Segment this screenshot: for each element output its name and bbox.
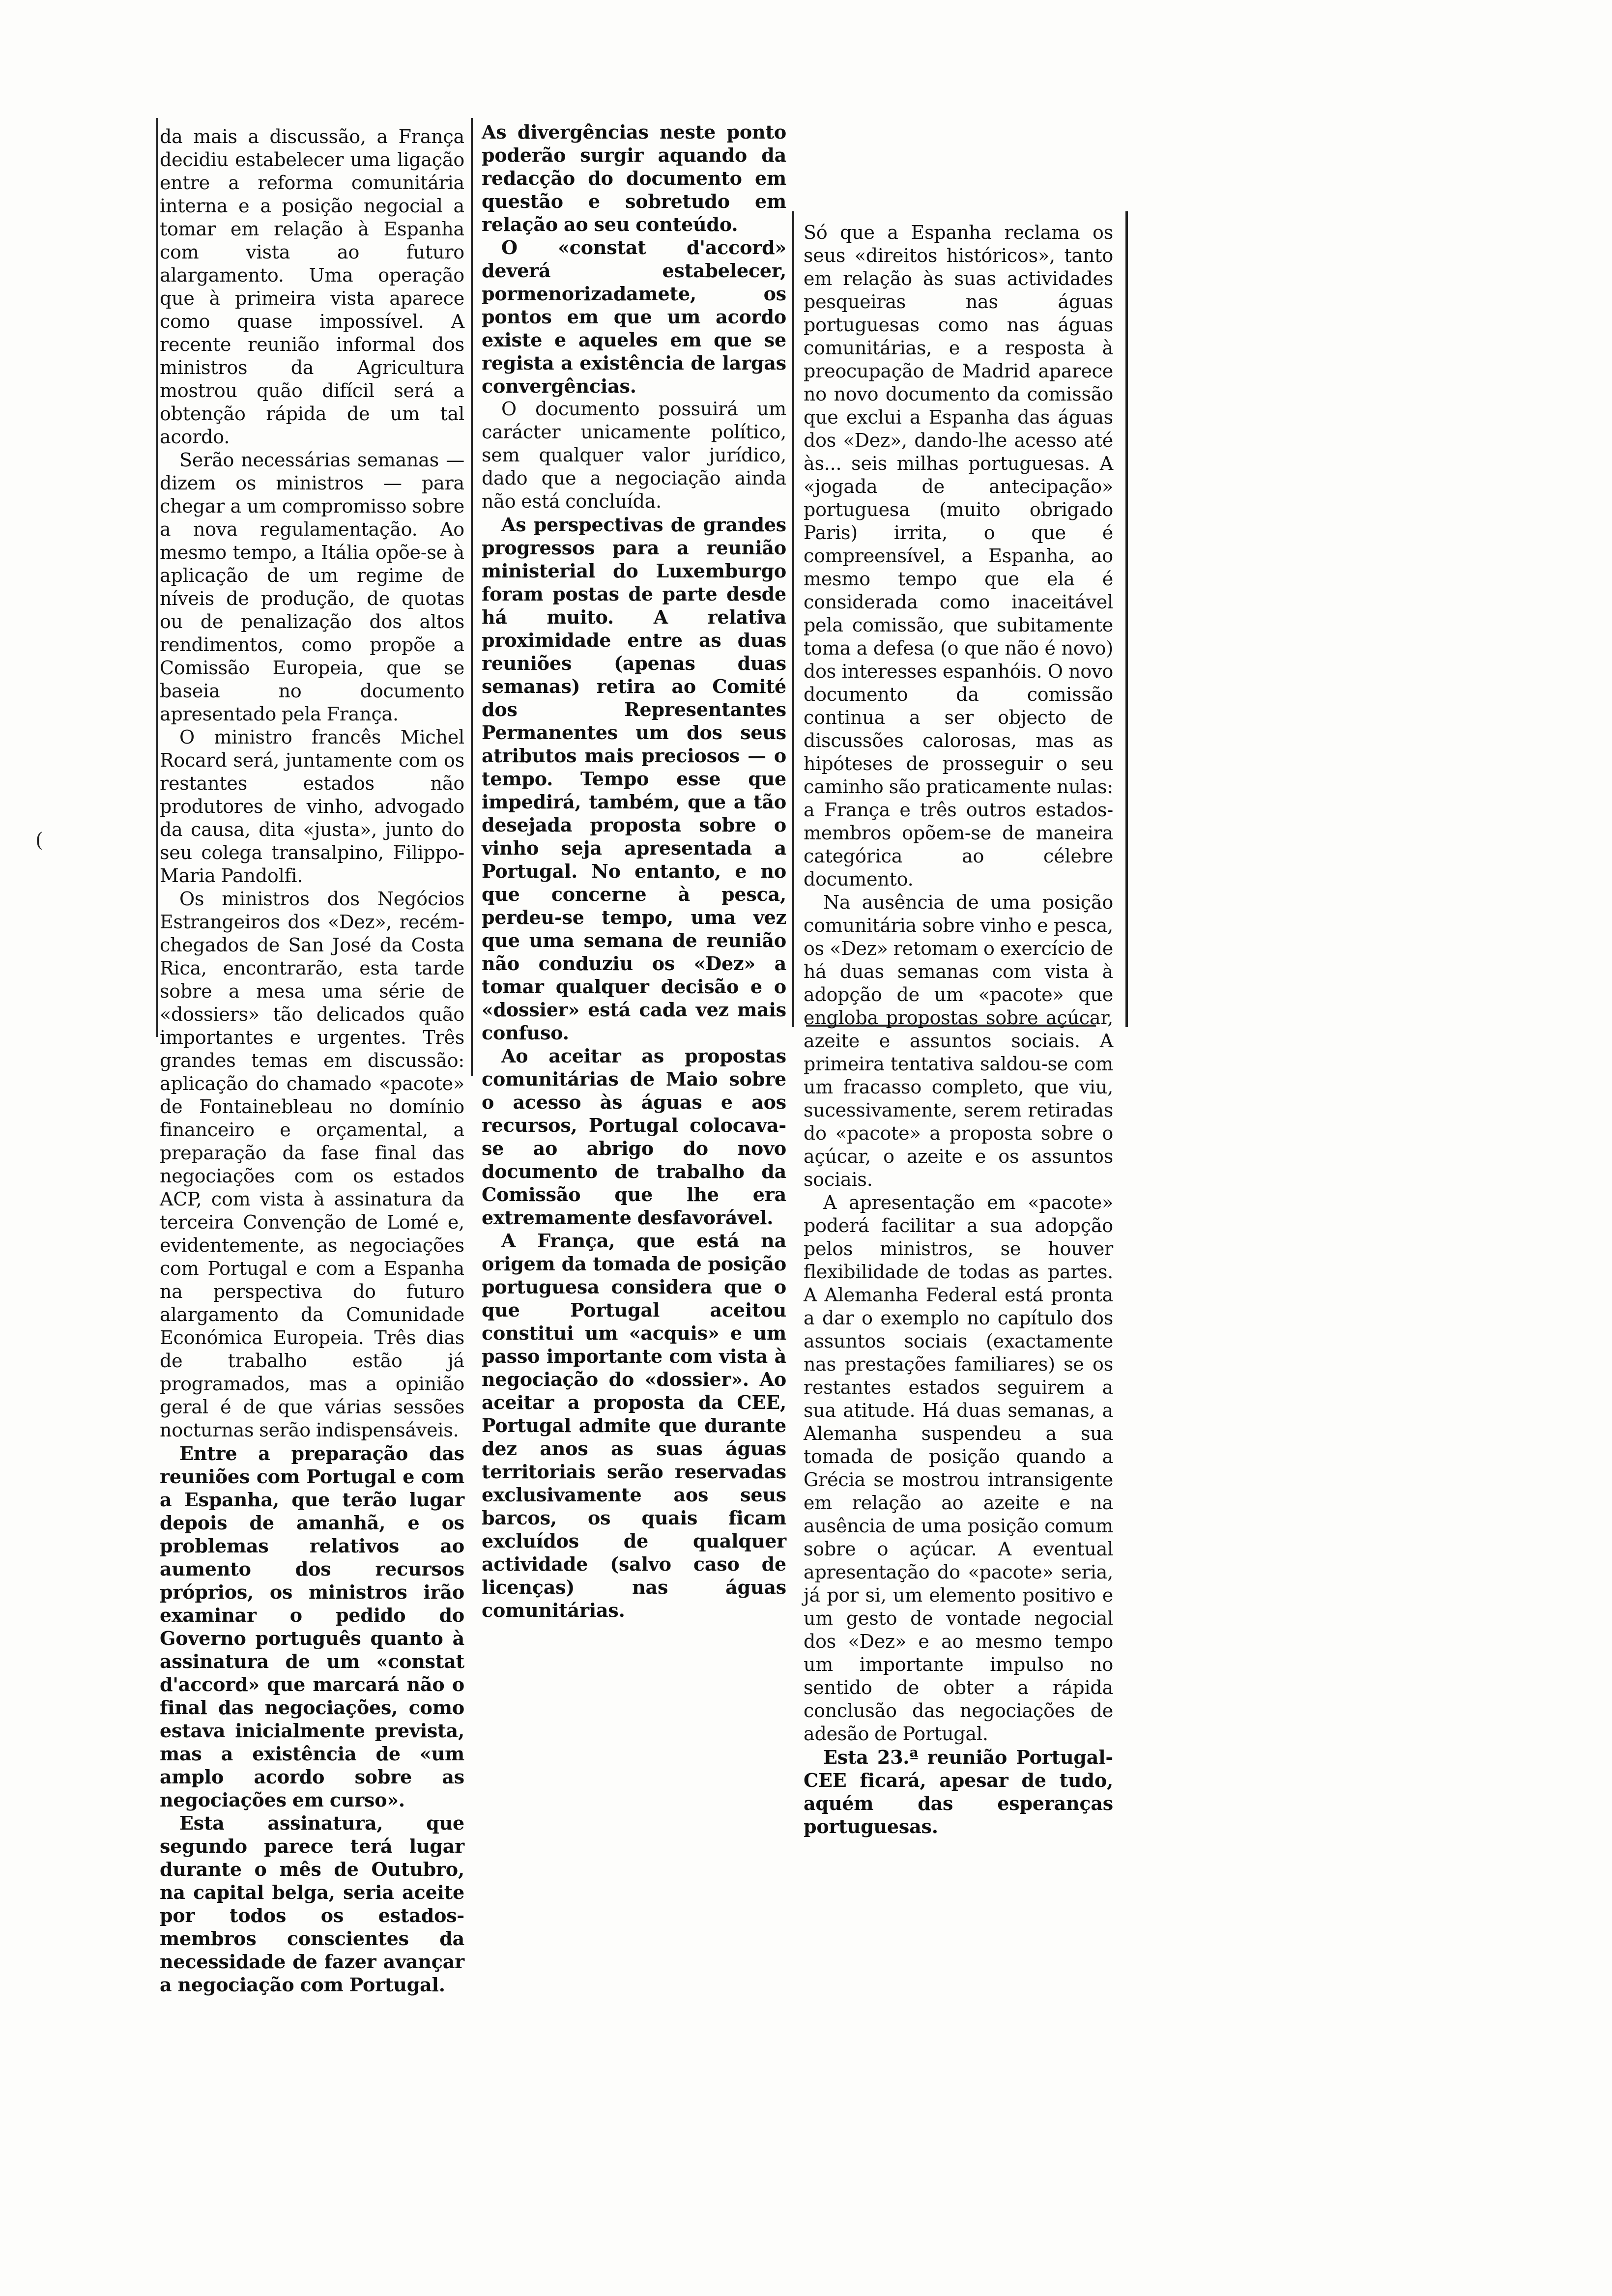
column-rule-middle — [471, 118, 473, 1076]
column-rule-right-outer — [1125, 211, 1128, 1027]
paragraph: As perspectivas de grandes progressos para a reunião ministerial do Luxemburgo foram postas de parte desde há muito. A relativa proximidade entre as duas reuniões (apenas duas semanas) retira ao Comité dos Representantes Permanentes um dos seus atributos mais preciosos — o tempo. Tempo esse que impedirá, também, que a tão desejada proposta sobre o vinho seja apresentada a Portugal. No entanto, e no que concerne à pesca, perdeu-se tempo, uma vez que uma semana de reunião não conduziu os «Dez» a tomar qualquer decisão e o «dossier» está cada vez mais confuso. — [482, 514, 786, 1044]
paragraph: Na ausência de uma posição comunitária sobre vinho e pesca, os «Dez» retomam o exercício de há duas semanas com vista à adopção de um «pacote» que engloba propostas sobre açúcar, azeite e assuntos sociais. A primeira tentativa saldou-se com um fracasso completo, que viu, sucessivamente, serem retiradas do «pacote» a proposta sobre o açúcar, o azeite e os assuntos sociais. — [804, 891, 1113, 1190]
paragraph: Só que a Espanha reclama os seus «direitos históricos», tanto em relação às suas actividades pesqueiras nas águas portuguesas como nas águas comunitárias, e a resposta à preocupação de Madrid aparece no novo documento da comissão que exclui a Espanha das águas dos «Dez», dando-lhe acesso até às... seis milhas portuguesas. A «jogada de antecipação» portuguesa (muito obrigado Paris) irrita, o que é compreensível, a Espanha, ao mesmo tempo que ela é considerada como inaceitável pela comissão, que subitamente toma a defesa (o que não é novo) dos interesses espanhóis. O novo documento da comissão continua a ser objecto de discussões calorosas, mas as hipóteses de prosseguir o seu caminho são praticamente nulas: a França e três outros estados-membros opõem-se de maneira categórica ao célebre documento. — [804, 222, 1113, 890]
paragraph: Entre a preparação das reuniões com Portugal e com a Espanha, que terão lugar depois de amanhã, e os problemas relativos ao aumento dos recursos próprios, os ministros irão examinar o pedido do Governo português quanto à assinatura de um «constat d'accord» que marcará não o final das negociações, como estava inicialmente prevista, mas a existência de «um amplo acordo sobre as negociações em curso». — [160, 1442, 464, 1811]
paragraph: Os ministros dos Negócios Estrangeiros dos «Dez», recém-chegados de San José da Costa Rica, encontrarão, esta tarde sobre a mesa uma série de «dossiers» tão delicados quão importantes e urgentes. Três grandes temas em discussão: aplicação do chamado «pacote» de Fontainebleau no domínio financeiro e orçamental, a preparação da fase final das negociações com os estados ACP, com vista à assinatura da terceira Convenção de Lomé e, evidentemente, as negociações com Portugal e com a Espanha na perspectiva do futuro alargamento da Comunidade Económica Europeia. Três dias de trabalho estão já programados, mas a opinião geral é de que várias sessões nocturnas serão indispensáveis. — [160, 888, 464, 1441]
article-column-2 — [482, 120, 786, 1622]
paragraph: As divergências neste ponto poderão surgir aquando da redacção do documento em questão e sobretudo em relação ao seu conteúdo. — [482, 121, 786, 235]
column-rule-left — [156, 118, 158, 1037]
paragraph: Esta 23.ª reunião Portugal-CEE ficará, apesar de tudo, aquém das esperanças portuguesas. — [804, 1746, 1113, 1837]
paragraph: Serão necessárias semanas — dizem os ministros — para chegar a um compromisso sobre a nova regulamentação. Ao mesmo tempo, a Itália opõe-se à aplicação de um regime de níveis de produção, de quotas ou de penalização dos altos rendimentos, como propõe a Comissão Europeia, que se baseia no documento apresentado pela França. — [160, 449, 464, 725]
paragraph: O «constat d'accord» deverá estabelecer, pormenorizadamete, os pontos em que um acordo existe e aqueles em que se regista a existência de largas convergências. — [482, 236, 786, 397]
paragraph: O documento possuirá um carácter unicamente político, sem qualquer valor jurídico, dado que a negociação ainda não está concluída. — [482, 398, 786, 512]
article-column-3 — [804, 221, 1113, 1838]
article-column-1 — [160, 125, 464, 1996]
margin-bracket-mark: ( — [35, 829, 43, 852]
paragraph: da mais a discussão, a França decidiu estabelecer uma ligação entre a reforma comunitária interna e a posição negocial a tomar em relação à Espanha com vista ao futuro alargamento. Uma operação que à primeira vista aparece como quase impossível. A recente reunião informal dos ministros da Agricultura mostrou quão difícil será a obtenção rápida de um tal acordo. — [160, 126, 464, 448]
paragraph: Ao aceitar as propostas comunitárias de Maio sobre o acesso às águas e aos recursos, Portugal colocava-se ao abrigo do novo documento de trabalho da Comissão que lhe era extremamente desfavorável. — [482, 1045, 786, 1229]
paragraph: A apresentação em «pacote» poderá facilitar a sua adopção pelos ministros, se houver flexibilidade de todas as partes. A Alemanha Federal está pronta a dar o exemplo no capítulo dos assuntos sociais (exactamente nas prestações familiares) se os restantes estados seguirem a sua atitude. Há duas semanas, a Alemanha suspendeu a sua tomada de posição quando a Grécia se mostrou intransigente em relação ao azeite e na ausência de uma posição comum sobre o açúcar. A eventual apresentação do «pacote» seria, já por si, um elemento positivo e um gesto de vontade negocial dos «Dez» e ao mesmo tempo um importante impulso no sentido de obter a rápida conclusão das negociações de adesão de Portugal. — [804, 1192, 1113, 1745]
paragraph: Esta assinatura, que segundo parece terá lugar durante o mês de Outubro, na capital belga, seria aceite por todos os estados-membros conscientes da necessidade de fazer avançar a negociação com Portugal. — [160, 1812, 464, 1996]
paragraph: O ministro francês Michel Rocard será, juntamente com os restantes estados não produtores de vinho, advogado da causa, dita «justa», junto do seu colega transalpino, Filippo-Maria Pandolfi. — [160, 726, 464, 887]
paragraph: A França, que está na origem da tomada de posição portuguesa considera que o que Portugal aceitou constitui um «acquis» e um passo importante com vista à negociação do «dossier». Ao aceitar a proposta da CEE, Portugal admite que durante dez anos as suas águas territoriais serão reservadas exclusivamente aos seus barcos, os quais ficam excluídos de qualquer actividade (salvo caso de licenças) nas águas comunitárias. — [482, 1230, 786, 1621]
column-rule-right-inner — [792, 211, 794, 1027]
